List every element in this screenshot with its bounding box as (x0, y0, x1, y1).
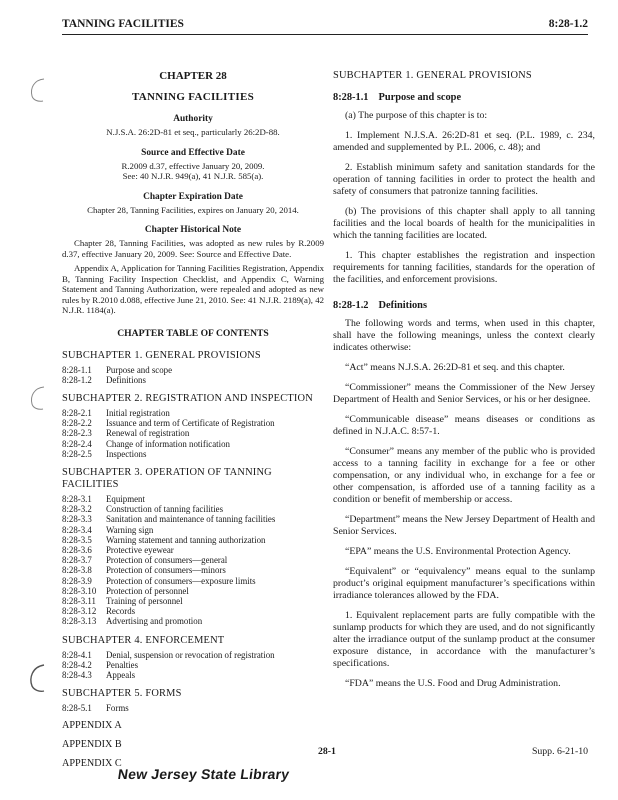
toc-entry (62, 365, 324, 375)
toc-entry-title: Purpose and scope (106, 364, 173, 375)
history-heading: Chapter Historical Note (144, 225, 242, 235)
toc-entry-title: Denial, suspension or revocation of registration (106, 649, 275, 660)
body-paragraph: “Communicable disease” means diseases or conditions as defined in N.J.A.C. 8:57-1. (333, 414, 595, 437)
body-paragraph: 1. Implement N.J.S.A. 26:2D-81 et seq. (P.L. 1989, c. 234, amended and supplemented by P.L. 2006, c. 48); and (333, 130, 595, 153)
toc-entry-number: 8:28-3.7 (62, 555, 92, 566)
toc-entry-number: 8:28-3.3 (62, 514, 92, 525)
section-title: Definitions (378, 300, 427, 311)
toc-entry (62, 535, 324, 545)
body-paragraph: (b) The provisions of this chapter shall apply to all tanning facilities and the local boards of health for the municipalities in which the tanning facilities are located. (333, 206, 595, 241)
punch-hole-mark (26, 662, 48, 694)
section-1-1-body (333, 110, 595, 286)
toc-entry-number: 8:28-4.1 (62, 649, 92, 660)
toc-entry-title: Protection of consumers—minors (106, 565, 226, 576)
body-paragraph: “EPA” means the U.S. Environmental Protection Agency. (345, 546, 571, 557)
toc-entry-title: Warning sign (106, 524, 154, 535)
left-column (62, 70, 324, 770)
body-paragraph: 2. Establish minimum safety and sanitation standards for the operation of tanning facilities in order to protect the health and safety of consumers that patronize tanning facilities. (333, 162, 595, 197)
body-paragraph: “Commissioner” means the Commissioner of the New Jersey Department of Health and Senior Services, or his or her designee. (333, 382, 595, 405)
toc-entry-number: 8:28-1.1 (62, 364, 92, 375)
section-title: Purpose and scope (378, 92, 462, 103)
history-note-2: Appendix A, Application for Tanning Facilities Registration, Appendix B, Tanning Facility Inspection Checklist, and Appendix C, Warning Statement and Tanning Authorization, were repealed and adopted as new rules by R.2010 d.088, effective June 21, 2010. See: 41 N.J.R. 2189(a), 42 N.J.R. 1184(a). (62, 263, 324, 315)
toc-title: CHAPTER TABLE OF CONTENTS (117, 327, 269, 339)
toc-subchapter-heading: SUBCHAPTER 5. FORMS (62, 688, 182, 700)
toc-entry (62, 565, 324, 575)
right-column (333, 70, 595, 698)
toc-entry-number: 8:28-2.4 (62, 438, 92, 449)
toc-entry (62, 616, 324, 626)
section-heading-1-1 (333, 92, 595, 104)
body-paragraph: (a) The purpose of this chapter is to: (345, 110, 488, 121)
toc-entry (62, 504, 324, 514)
toc-entry-title: Appeals (106, 669, 136, 680)
toc-entry (62, 408, 324, 418)
toc-entry-number: 8:28-5.1 (62, 703, 92, 714)
toc-entry-number: 8:28-3.9 (62, 575, 92, 586)
appendix-list (62, 720, 324, 770)
library-stamp: New Jersey State Library (116, 766, 291, 782)
body-paragraph: “Act” means N.J.S.A. 26:2D-81 et seq. and this chapter. (345, 362, 565, 373)
toc-entry-number: 8:28-3.4 (62, 524, 92, 535)
toc-entry-number: 8:28-3.10 (62, 585, 97, 596)
toc-entry-title: Protection of personnel (106, 585, 189, 596)
toc-entry (62, 545, 324, 555)
toc-entry-title: Equipment (106, 493, 145, 504)
body-paragraph: The following words and terms, when used in this chapter, shall have the following meanings, unless the context clearly indicates otherwise: (333, 318, 595, 353)
toc-entry (62, 576, 324, 586)
toc-entry (62, 439, 324, 449)
toc-entry-number: 8:28-3.8 (62, 565, 92, 576)
source-heading: Source and Effective Date (141, 147, 245, 158)
appendix-entry: APPENDIX B (62, 739, 122, 751)
toc-subchapter-heading: SUBCHAPTER 2. REGISTRATION AND INSPECTION (62, 392, 313, 404)
toc-entry-title: Change of information notification (106, 438, 230, 449)
toc-entry-title: Renewal of registration (106, 428, 190, 439)
toc-entry-number: 8:28-3.13 (62, 616, 97, 627)
toc-entry-number: 8:28-3.12 (62, 606, 97, 617)
toc-entry-title: Sanitation and maintenance of tanning facilities (106, 514, 276, 525)
toc-entry (62, 586, 324, 596)
toc-entry-title: Definitions (106, 374, 146, 385)
running-section-number: 8:28-1.2 (548, 18, 588, 30)
expiration-heading: Chapter Expiration Date (143, 191, 243, 202)
toc-entry-title: Training of personnel (106, 595, 183, 606)
toc-entry-number: 8:28-4.3 (62, 669, 92, 680)
toc-entry-title: Records (106, 606, 136, 617)
toc-entry-title: Issuance and term of Certificate of Registration (106, 418, 275, 429)
toc-entry-title: Warning statement and tanning authorization (106, 534, 266, 545)
toc-entry-number: 8:28-1.2 (62, 374, 92, 385)
toc-entry (62, 670, 324, 680)
toc-entry (62, 660, 324, 670)
source-text-1: R.2009 d.37, effective January 20, 2009. (121, 160, 265, 171)
authority-heading: Authority (173, 114, 213, 124)
toc-entry (62, 650, 324, 660)
chapter-number: CHAPTER 28 (159, 70, 227, 82)
toc-entry (62, 418, 324, 428)
toc-entry-number: 8:28-3.5 (62, 534, 92, 545)
authority-text: N.J.S.A. 26:2D-81 et seq., particularly 26:2D-88. (106, 127, 280, 137)
toc-entry-number: 8:28-2.1 (62, 407, 92, 418)
toc-entry-number: 8:28-3.11 (62, 595, 96, 606)
toc-subchapter-heading: SUBCHAPTER 1. GENERAL PROVISIONS (62, 349, 261, 361)
toc-entry-number: 8:28-4.2 (62, 659, 92, 670)
body-paragraph: “FDA” means the U.S. Food and Drug Administration. (345, 678, 561, 689)
running-title: TANNING FACILITIES (62, 18, 184, 30)
toc-entry-title: Penalties (106, 659, 139, 670)
history-note-1: Chapter 28, Tanning Facilities, was adopted as new rules by R.2009 d.37, effective January 20, 2009. See: Source and Effective Date. (62, 238, 324, 259)
body-paragraph: 1. Equivalent replacement parts are fully compatible with the sunlamp products for which they are used, and do not significantly alter the irradiance output of the sunlamp product at the consumer exposure distance, in accordance with the manufacturer’s specifications. (333, 610, 595, 669)
appendix-entry: APPENDIX C (62, 758, 122, 770)
section-1-2-body (333, 318, 595, 690)
page-header (62, 14, 588, 35)
subchapter-heading: SUBCHAPTER 1. GENERAL PROVISIONS (333, 70, 532, 81)
body-paragraph: “Department” means the New Jersey Department of Health and Senior Services. (333, 514, 595, 537)
toc-entry-title: Advertising and promotion (106, 616, 203, 627)
body-paragraph: “Equivalent” or “equivalency” means equal to the sunlamp product’s original equipment manufacturer’s specifications within irradiance tolerances allowed by the FDA. (333, 566, 595, 601)
toc-entry (62, 606, 324, 616)
toc-entry-title: Protective eyewear (106, 544, 174, 555)
toc-entry-title: Protection of consumers—exposure limits (106, 575, 256, 586)
punch-hole-mark (26, 384, 48, 412)
toc-entry (62, 494, 324, 504)
toc-entry (62, 449, 324, 459)
punch-hole-mark (26, 76, 48, 104)
supplement-date: Supp. 6-21-10 (531, 746, 588, 757)
toc-entry-title: Construction of tanning facilities (106, 504, 224, 515)
toc-entry-title: Protection of consumers—general (106, 555, 228, 566)
page-number: 28-1 (318, 746, 336, 757)
source-text-2: See: 40 N.J.R. 949(a), 41 N.J.R. 585(a). (122, 171, 264, 181)
toc-entry-number: 8:28-3.1 (62, 493, 92, 504)
toc-entry-number: 8:28-3.6 (62, 544, 92, 555)
expiration-text: Chapter 28, Tanning Facilities, expires on January 20, 2014. (87, 204, 299, 215)
toc-entry (62, 596, 324, 606)
toc-entry (62, 555, 324, 565)
toc-entry (62, 514, 324, 524)
table-of-contents (62, 350, 324, 714)
toc-entry-title: Initial registration (106, 407, 170, 418)
toc-entry (62, 428, 324, 438)
toc-entry (62, 525, 324, 535)
toc-subchapter-heading: SUBCHAPTER 3. OPERATION OF TANNING FACILITIES (62, 466, 272, 490)
body-paragraph: 1. This chapter establishes the registration and inspection requirements for tanning facilities, standards for the operation of the facilities, and enforcement provisions. (333, 250, 595, 285)
toc-entry-title: Inspections (106, 448, 147, 459)
toc-entry-number: 8:28-2.5 (62, 448, 92, 459)
toc-entry-number: 8:28-2.3 (62, 428, 92, 439)
body-paragraph: “Consumer” means any member of the public who is provided access to a tanning facility in exchange for a fee or other compensation, or any individual who, in exchange for a fee or other compensation, is afforded use of a tanning facility as a condition or benefit of membership or access. (333, 446, 595, 505)
chapter-name: TANNING FACILITIES (131, 91, 255, 103)
toc-entry (62, 375, 324, 385)
section-number: 8:28-1.1 (333, 92, 369, 103)
toc-entry-number: 8:28-2.2 (62, 418, 92, 429)
toc-entry-title: Forms (106, 703, 129, 714)
section-number: 8:28-1.2 (333, 300, 369, 311)
appendix-entry: APPENDIX A (62, 720, 122, 732)
section-heading-1-2 (333, 300, 595, 312)
toc-subchapter-heading: SUBCHAPTER 4. ENFORCEMENT (62, 634, 225, 646)
toc-entry (62, 703, 324, 713)
toc-entry-number: 8:28-3.2 (62, 504, 92, 515)
